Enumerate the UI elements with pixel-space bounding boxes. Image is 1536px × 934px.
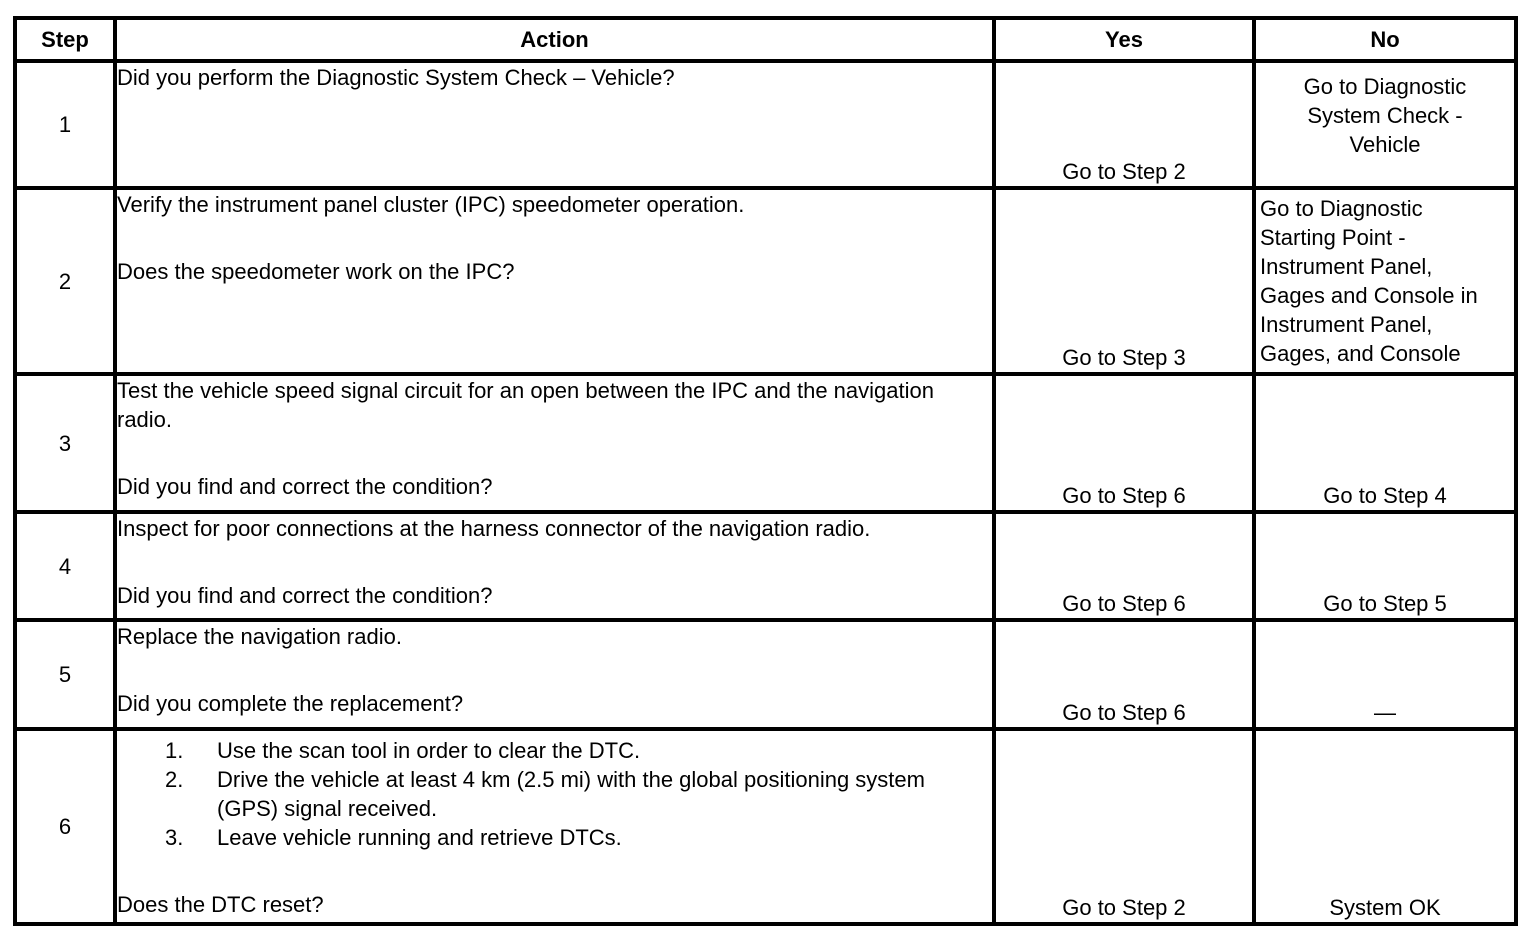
list-text: Use the scan tool in order to clear the DTC.: [217, 738, 641, 763]
action-text: Did you perform the Diagnostic System Check – Vehicle?: [117, 65, 675, 90]
table-row: [15, 512, 1516, 620]
yes-cell: Go to Step 6: [994, 620, 1254, 729]
no-text-line: System Check -: [1307, 103, 1463, 128]
yes-cell: Go to Step 2: [994, 61, 1254, 188]
table-row: [15, 620, 1516, 729]
step-number: 1: [15, 61, 115, 188]
table-row: [15, 374, 1516, 512]
header-no: No: [1254, 18, 1516, 61]
no-cell: Go to Step 4: [1254, 374, 1516, 512]
list-number: 3.: [165, 825, 184, 850]
action-cell: [115, 512, 994, 620]
no-text-line: Go to Diagnostic: [1303, 74, 1467, 99]
yes-cell: Go to Step 6: [994, 374, 1254, 512]
table-row: [15, 188, 1516, 374]
no-cell: [1254, 188, 1516, 374]
list-text: Leave vehicle running and retrieve DTCs.: [217, 825, 622, 850]
action-step-list: [117, 736, 992, 852]
list-number: 2.: [165, 767, 184, 792]
list-item: [165, 736, 952, 765]
diagnostic-table: [13, 16, 1518, 926]
no-text-line: Go to Diagnostic: [1260, 196, 1423, 221]
action-cell: [115, 374, 994, 512]
table-row: [15, 61, 1516, 188]
no-cell: System OK: [1254, 729, 1516, 924]
action-text: Test the vehicle speed signal circuit for an open between the IPC and the navigation radio.: [117, 378, 934, 432]
action-cell: [115, 61, 994, 188]
yes-cell: Go to Step 2: [994, 729, 1254, 924]
action-question: Did you find and correct the condition?: [117, 583, 493, 608]
list-number: 1.: [165, 738, 184, 763]
action-text: Replace the navigation radio.: [117, 624, 402, 649]
no-cell: —: [1254, 620, 1516, 729]
header-step: Step: [15, 18, 115, 61]
action-question: Did you complete the replacement?: [117, 691, 464, 716]
action-text: Inspect for poor connections at the harness connector of the navigation radio.: [117, 516, 871, 541]
list-text: Drive the vehicle at least 4 km (2.5 mi) with the global positioning system (GPS) signal received.: [217, 767, 925, 821]
action-text: Verify the instrument panel cluster (IPC) speedometer operation.: [117, 192, 745, 217]
action-cell: [115, 620, 994, 729]
yes-cell: Go to Step 3: [994, 188, 1254, 374]
step-number: 2: [15, 188, 115, 374]
no-cell: Go to Step 5: [1254, 512, 1516, 620]
list-item: [165, 765, 952, 823]
no-text-line: Starting Point -: [1260, 225, 1406, 250]
action-cell: [115, 188, 994, 374]
action-question: Did you find and correct the condition?: [117, 474, 493, 499]
no-text-line: Gages, and Console: [1260, 341, 1461, 366]
step-number: 3: [15, 374, 115, 512]
header-row: [15, 18, 1516, 61]
no-text-line: Gages and Console in: [1260, 283, 1478, 308]
yes-cell: Go to Step 6: [994, 512, 1254, 620]
no-text-line: Vehicle: [1349, 132, 1421, 157]
no-text-line: Instrument Panel,: [1260, 254, 1433, 279]
action-question: Does the DTC reset?: [117, 892, 324, 917]
header-yes: Yes: [994, 18, 1254, 61]
step-number: 5: [15, 620, 115, 729]
no-cell: [1254, 61, 1516, 188]
step-number: 6: [15, 729, 115, 924]
action-question: Does the speedometer work on the IPC?: [117, 259, 515, 284]
step-number: 4: [15, 512, 115, 620]
no-text-line: Instrument Panel,: [1260, 312, 1433, 337]
header-action: Action: [115, 18, 994, 61]
table-row: [15, 729, 1516, 924]
action-cell: [115, 729, 994, 924]
list-item: [165, 823, 952, 852]
